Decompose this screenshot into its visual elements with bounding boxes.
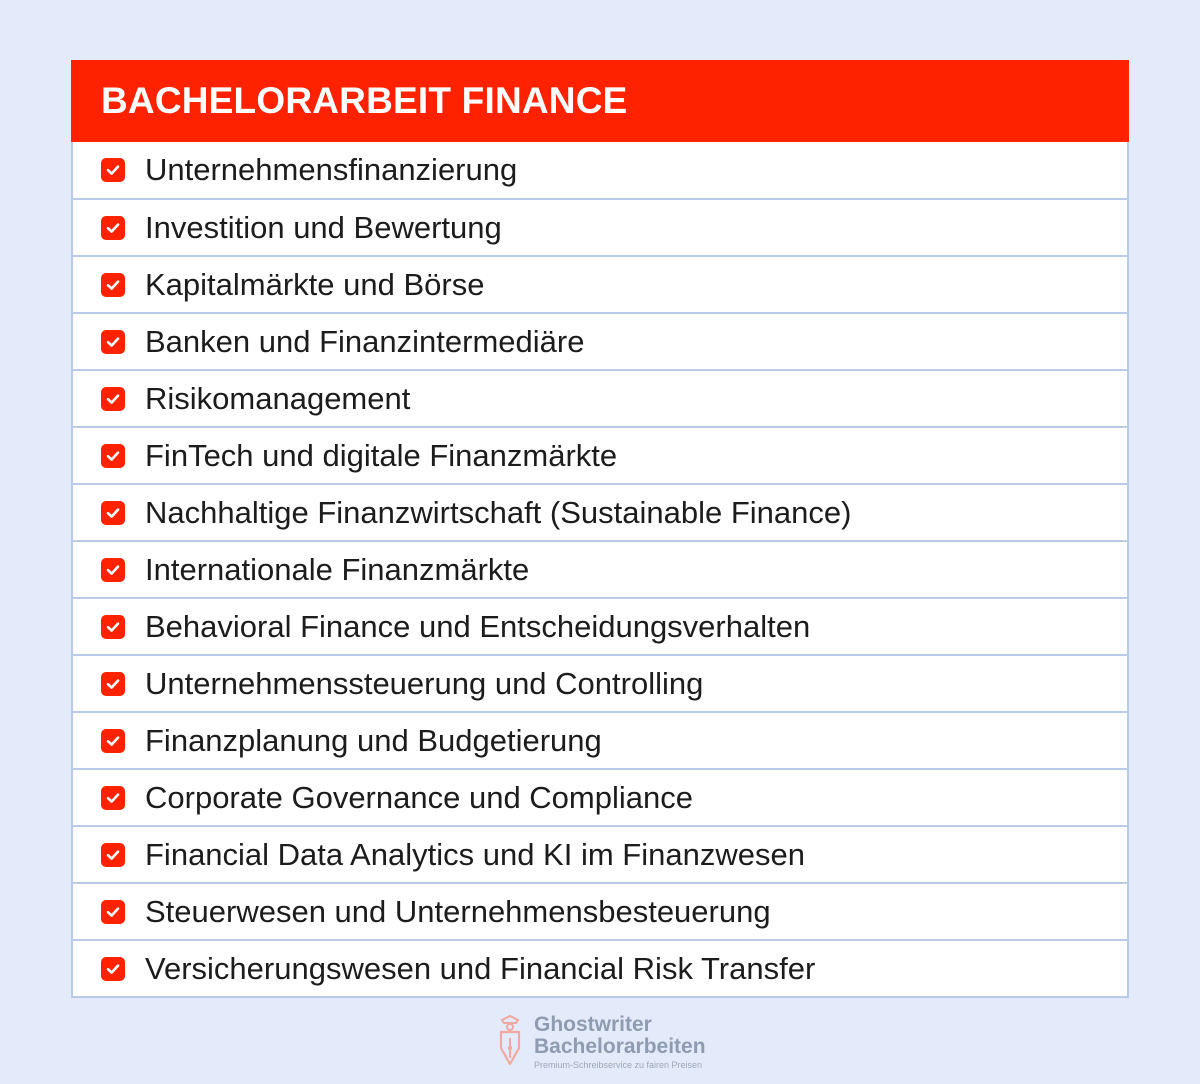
logo-line-2: Bachelorarbeiten [534,1035,706,1058]
checkbox-checked-icon [101,786,125,810]
checkbox-checked-icon [101,729,125,753]
list-item [73,312,1127,369]
list-item [73,142,1127,198]
list-item-label: Banken und Finanzintermediäre [145,323,585,359]
checkbox-checked-icon [101,558,125,582]
checkbox-checked-icon [101,900,125,924]
checkbox-checked-icon [101,387,125,411]
brand-logo [492,1014,706,1070]
list-item-label: Versicherungswesen und Financial Risk Transfer [145,950,816,986]
checkbox-checked-icon [101,672,125,696]
checkbox-checked-icon [101,158,125,182]
list-item [73,654,1127,711]
list-item-label: Nachhaltige Finanzwirtschaft (Sustainable Finance) [145,494,852,530]
list-item [73,939,1127,996]
topic-list [71,142,1129,998]
checkbox-checked-icon [101,216,125,240]
logo-tagline: Premium-Schreibservice zu fairen Preisen [534,1060,703,1070]
logo-line-1: Ghostwriter [534,1013,652,1036]
checkbox-checked-icon [101,843,125,867]
checkbox-checked-icon [101,330,125,354]
checkbox-checked-icon [101,444,125,468]
list-item [73,540,1127,597]
list-item [73,369,1127,426]
list-item [73,198,1127,255]
logo-text [534,1014,706,1070]
list-item-label: Investition und Bewertung [145,209,502,245]
checkbox-checked-icon [101,957,125,981]
checkbox-checked-icon [101,501,125,525]
list-item [73,711,1127,768]
list-item-label: Behavioral Finance und Entscheidungsverhalten [145,608,811,644]
list-item-label: FinTech und digitale Finanzmärkte [145,437,618,473]
list-item [73,597,1127,654]
list-item [73,426,1127,483]
list-item [73,882,1127,939]
checkbox-checked-icon [101,273,125,297]
list-item-label: Kapitalmärkte und Börse [145,266,485,302]
list-item-label: Corporate Governance und Compliance [145,779,693,815]
list-item-label: Unternehmenssteuerung und Controlling [145,665,704,701]
list-item-label: Internationale Finanzmärkte [145,551,530,587]
list-item [73,768,1127,825]
card-title: BACHELORARBEIT FINANCE [101,80,628,121]
topic-card [71,60,1129,998]
list-item-label: Finanzplanung und Budgetierung [145,722,602,758]
list-item [73,255,1127,312]
list-item-label: Unternehmensfinanzierung [145,152,518,187]
checkbox-checked-icon [101,615,125,639]
list-item-label: Risikomanagement [145,380,411,416]
list-item-label: Financial Data Analytics und KI im Finanzwesen [145,836,805,872]
pen-nib-icon [492,1014,528,1070]
list-item-label: Steuerwesen und Unternehmensbesteuerung [145,893,771,929]
card-header [71,60,1129,142]
list-item [73,825,1127,882]
list-item [73,483,1127,540]
